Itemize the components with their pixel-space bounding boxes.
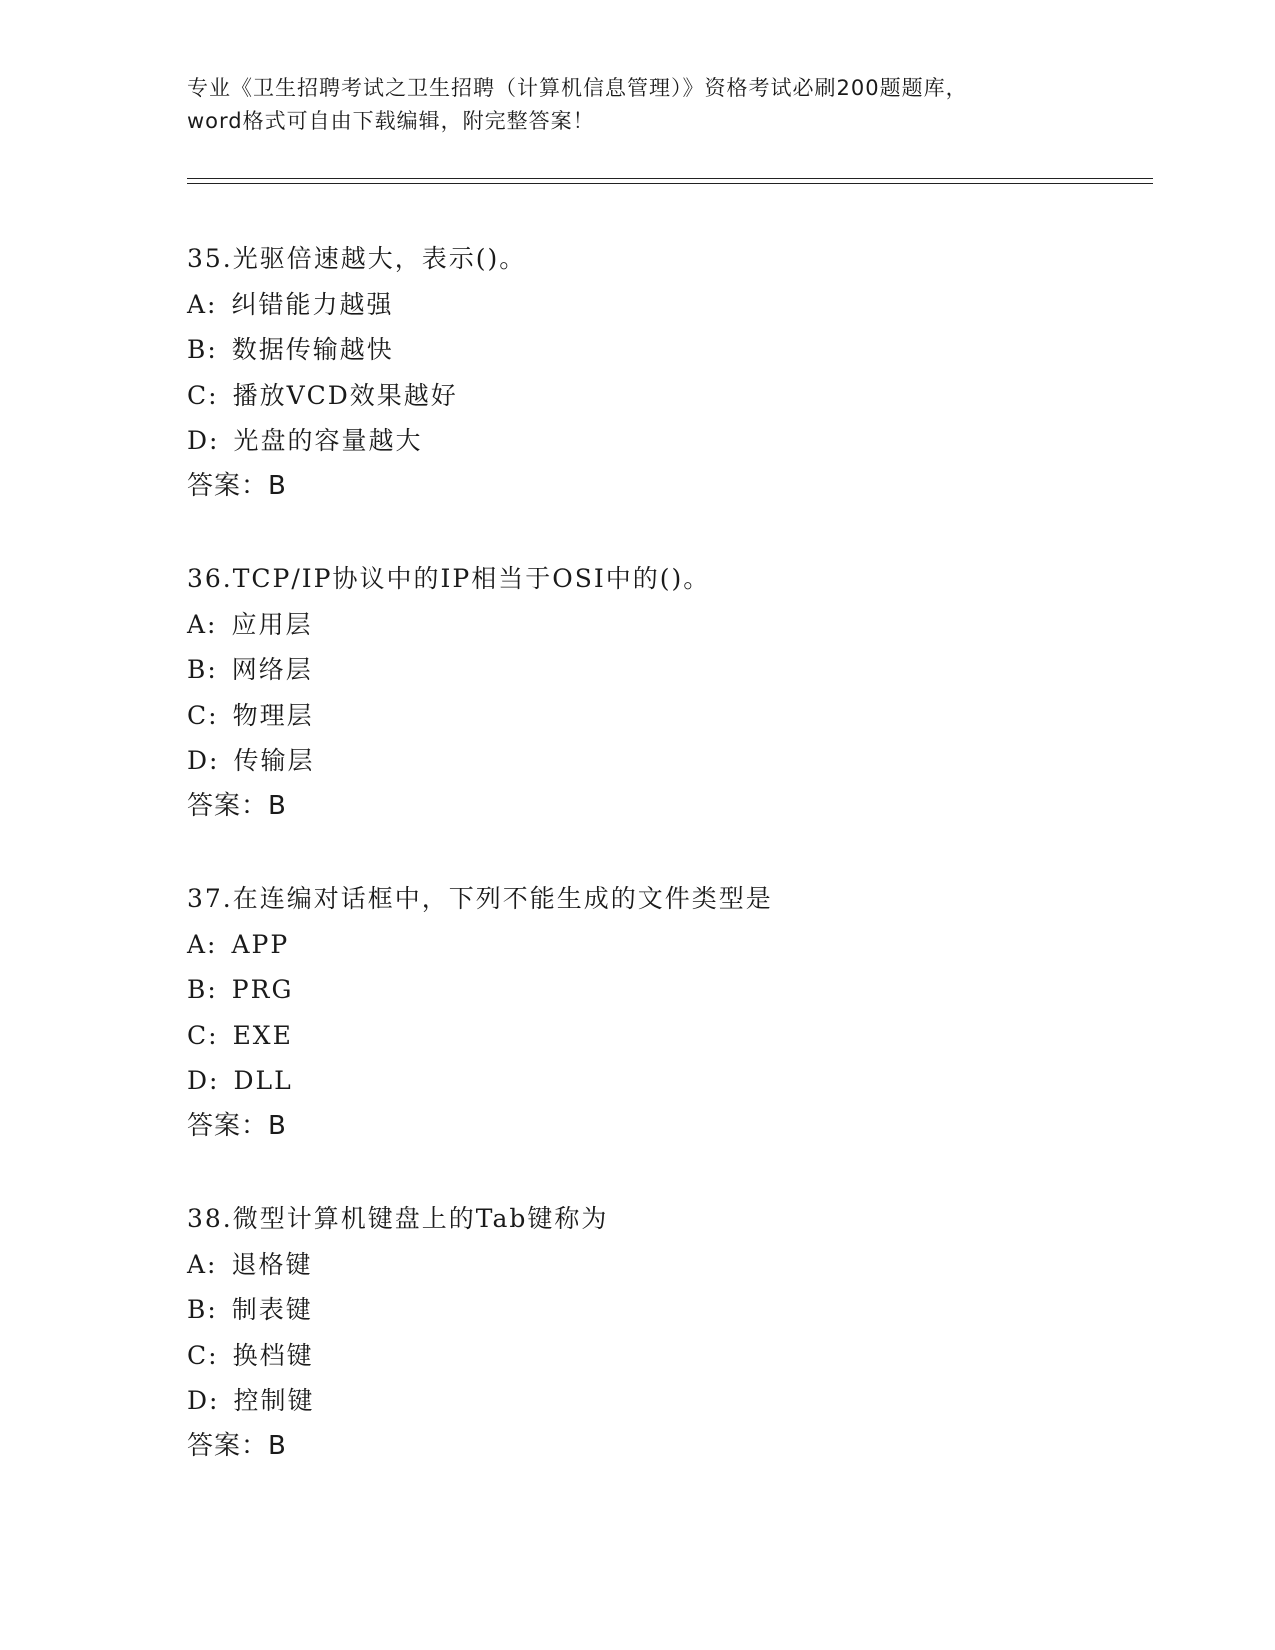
option-text: 数据传输越快 xyxy=(231,335,394,364)
answer-line: 答案：B xyxy=(187,1110,287,1141)
option-letter: C: xyxy=(187,1020,219,1050)
option-d xyxy=(187,738,1167,784)
option-text: 换档键 xyxy=(232,1340,314,1370)
option-letter: B: xyxy=(187,335,218,364)
question-block xyxy=(187,1196,1167,1469)
option-b xyxy=(187,327,1167,373)
option-letter: C: xyxy=(187,1340,219,1370)
option-a xyxy=(187,282,1167,328)
option-text: 光盘的容量越大 xyxy=(233,426,423,455)
option-text: PRG xyxy=(231,975,294,1004)
option-letter: C: xyxy=(187,380,219,410)
option-letter: A: xyxy=(187,929,218,959)
option-text: 纠错能力越强 xyxy=(231,289,394,319)
question-block xyxy=(187,876,1167,1149)
option-c xyxy=(187,1013,1167,1059)
option-letter: D: xyxy=(187,746,220,775)
option-a xyxy=(187,602,1167,648)
option-text: 物理层 xyxy=(232,700,314,730)
option-c xyxy=(187,373,1167,419)
header-divider-top xyxy=(187,178,1153,179)
option-text: 制表键 xyxy=(231,1295,313,1324)
option-letter: D: xyxy=(187,1066,220,1095)
option-c xyxy=(187,693,1167,739)
option-letter: D: xyxy=(187,1386,220,1415)
option-c xyxy=(187,1333,1167,1379)
option-text: EXE xyxy=(232,1020,293,1050)
option-text: 退格键 xyxy=(231,1249,313,1279)
option-letter: A: xyxy=(187,609,218,639)
option-letter: B: xyxy=(187,975,218,1004)
header-line-1: 专业《卫生招聘考试之卫生招聘（计算机信息管理）》资格考试必刷200题题库， xyxy=(187,76,968,100)
answer-line: 答案：B xyxy=(187,1430,287,1461)
option-d xyxy=(187,418,1167,464)
option-b xyxy=(187,967,1167,1013)
header-line-2: word格式可自由下载编辑，附完整答案！ xyxy=(187,109,595,133)
option-text: 控制键 xyxy=(233,1386,315,1415)
option-text: DLL xyxy=(233,1066,293,1095)
option-letter: B: xyxy=(187,655,218,684)
option-letter: C: xyxy=(187,700,219,730)
option-a xyxy=(187,922,1167,968)
answer-line: 答案：B xyxy=(187,790,287,821)
option-d xyxy=(187,1058,1167,1104)
answer-line: 答案：B xyxy=(187,470,287,501)
question-stem: 38.微型计算机键盘上的Tab键称为 xyxy=(187,1204,609,1233)
document-header xyxy=(187,72,1087,138)
question-stem: 35.光驱倍速越大，表示()。 xyxy=(187,244,527,273)
question-stem: 37.在连编对话框中，下列不能生成的文件类型是 xyxy=(187,884,773,913)
question-stem: 36.TCP/IP协议中的IP相当于OSI中的()。 xyxy=(187,564,711,593)
option-text: APP xyxy=(231,929,290,959)
option-b xyxy=(187,647,1167,693)
header-divider-bottom xyxy=(187,183,1153,184)
option-d xyxy=(187,1378,1167,1424)
option-text: 网络层 xyxy=(231,655,313,684)
option-letter: A: xyxy=(187,1249,218,1279)
option-letter: D: xyxy=(187,426,220,455)
question-block xyxy=(187,556,1167,829)
option-letter: A: xyxy=(187,289,218,319)
option-text: 应用层 xyxy=(231,609,313,639)
option-text: 传输层 xyxy=(233,746,315,775)
option-letter: B: xyxy=(187,1295,218,1324)
question-block xyxy=(187,236,1167,509)
option-b xyxy=(187,1287,1167,1333)
option-a xyxy=(187,1242,1167,1288)
option-text: 播放VCD效果越好 xyxy=(232,380,458,410)
